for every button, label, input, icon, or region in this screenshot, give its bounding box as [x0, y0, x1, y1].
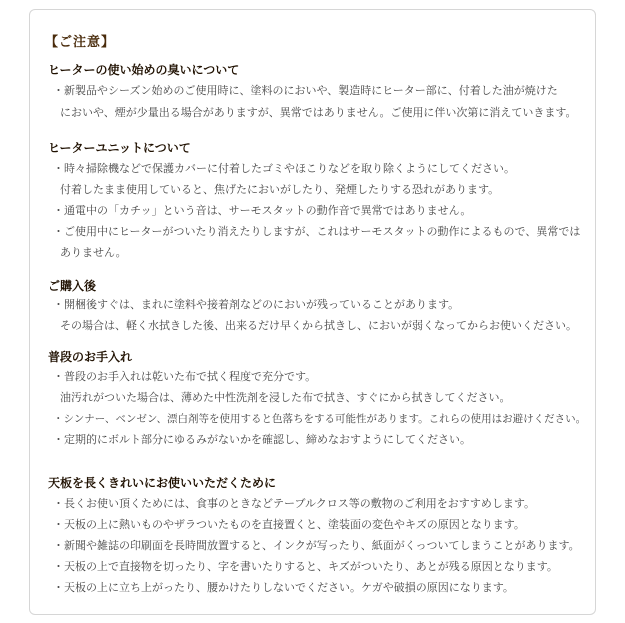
section-line: ・シンナー、ベンゼン、漂白剤等を使用すると色落ちをする可能性があります。これらの使用はお避けください。 [53, 413, 587, 425]
section-line: その場合は、軽く水拭きした後、出来るだけ早くから拭きし、においが弱くなってからお使いください。 [60, 319, 577, 332]
section-line: ・通電中の「カチッ」という音は、サーモスタットの動作音で異常ではありません。 [53, 204, 472, 217]
section-line: ・開梱後すぐは、まれに塗料や接着剤などのにおいが残っていることがあります。 [53, 298, 460, 311]
section-line: ありません。 [60, 246, 127, 259]
section-line: ・普段のお手入れは乾いた布で拭く程度で充分です。 [53, 370, 317, 383]
section-line: ・新聞や雑誌の印刷面を長時間放置すると、インクが写ったり、紙面がくっついてしまうことがあります。 [53, 539, 580, 552]
section-line: 油汚れがついた場合は、薄めた中性洗剤を浸した布で拭き、すぐにから拭きしてください。 [60, 391, 511, 404]
section-line: ・長くお使い頂くためには、食事のときなどテーブルクロス等の敷物のご利用をおすすめします。 [53, 497, 536, 510]
section-heading-daily-care: 普段のお手入れ [48, 350, 133, 364]
section-heading-heater-unit: ヒーターユニットについて [48, 141, 191, 155]
section-heading-heater-odor: ヒーターの使い始めの臭いについて [48, 63, 240, 77]
section-line: ・ご使用中にヒーターがついたり消えたりしますが、これはサーモスタットの動作によるもので、異常では [53, 225, 581, 238]
notice-title: 【ご注意】 [45, 35, 116, 50]
section-line: ・天板の上に熱いものやザラついたものを直接置くと、塗装面の変色やキズの原因となります。 [53, 518, 525, 531]
section-heading-after-purchase: ご購入後 [48, 279, 97, 293]
section-heading-tabletop-care: 天板を長くきれいにお使いいただくために [48, 476, 277, 490]
section-line: ・新製品やシーズン始めのご使用時に、塗料のにおいや、製造時にヒーター部に、付着した油が焼けた [53, 84, 558, 97]
section-line: 付着したまま使用していると、焦げたにおいがしたり、発煙したりする恐れがあります。 [60, 183, 500, 196]
section-line: ・天板の上に立ち上がったり、腰かけたりしないでください。ケガや破損の原因になります。 [53, 581, 514, 594]
section-line: ・天板の上で直接物を切ったり、字を書いたりすると、キズがついたり、あとが残る原因となります。 [53, 560, 558, 573]
section-line: ・時々掃除機などで保護カバーに付着したゴミやほこりなどを取り除くようにしてください。 [53, 162, 515, 175]
section-line: ・定期的にボルト部分にゆるみがないかを確認し、締めなおすようにしてください。 [53, 433, 471, 446]
section-line: においや、煙が少量出る場合がありますが、異常ではありません。ご使用に伴い次第に消えていきます。 [60, 106, 577, 119]
